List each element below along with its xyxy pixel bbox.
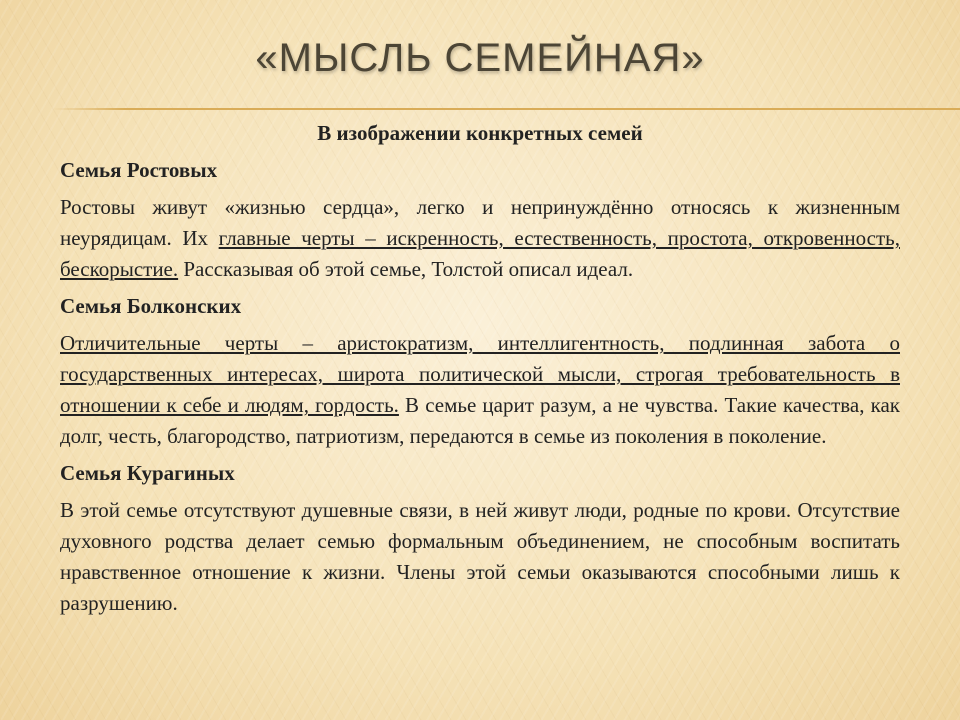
text-plain: Ростовы живут «жизнью сердца», легко и непринуждённо относясь к жизненным неурядицам. Их	[60, 195, 900, 250]
text-plain: В этой семье отсутствуют душевные связи, в ней живут люди, родные по крови. Отсутствие духовного родства делает семью формальным объединением, не способным воспитать нравственное отношение к жизни. Члены этой семьи оказываются способными лишь к разрушению.	[60, 498, 900, 615]
section-heading-bolkonsky: Семья Болконских	[60, 294, 242, 318]
section-heading-kuragin: Семья Курагиных	[60, 461, 235, 485]
text-plain: Рассказывая об этой семье, Толстой описал идеал.	[178, 257, 634, 281]
text-underlined: главные черты – искренность, естественность, простота, откровенность, бескорыстие.	[60, 226, 900, 281]
slide-subtitle: В изображении конкретных семей	[317, 121, 643, 145]
text-underlined: Отличительные черты – аристократизм, интеллигентность, подлинная забота о государственных интересах, широта политической мысли, строгая требовательность в отношении к себе и людям, гордость.	[60, 331, 900, 417]
section-heading-rostov: Семья Ростовых	[60, 158, 218, 182]
text-plain: В семье царит разум, а не чувства. Такие качества, как долг, честь, благородство, патриотизм, передаются в семье из поколения в поколение.	[60, 393, 900, 448]
section-text-rostov	[60, 192, 900, 285]
slide-title: «МЫСЛЬ СЕМЕЙНАЯ»	[255, 36, 705, 80]
title-divider	[52, 108, 960, 110]
slide-content	[60, 118, 900, 625]
section-text-bolkonsky	[60, 328, 900, 452]
section-text-kuragin	[60, 495, 900, 619]
